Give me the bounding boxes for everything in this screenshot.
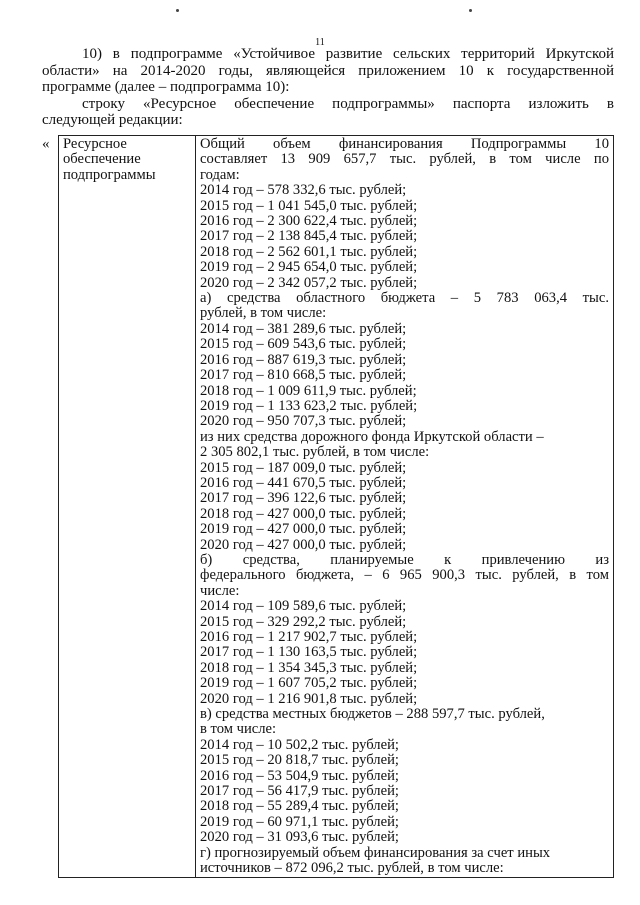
table-row xyxy=(59,136,614,878)
funding-line: б) средства, планируемые к привлечению из xyxy=(200,551,609,568)
resource-provision-table xyxy=(58,135,614,878)
funding-line: 2016 год – 1 217 902,7 тыс. рублей; xyxy=(200,629,418,645)
intro-line-5: следующей редакции: xyxy=(42,112,183,128)
row-label-line: Ресурсное xyxy=(63,136,127,152)
funding-line: в) средства местных бюджетов – 288 597,7 тыс. рублей, xyxy=(200,706,545,723)
intro-line-1: 10) в подпрограмме «Устойчивое развитие сельских территорий Иркутской xyxy=(82,46,614,62)
opening-quote-mark: « xyxy=(42,136,50,152)
funding-line: 2015 год – 609 543,6 тыс. рублей; xyxy=(200,336,407,353)
funding-line: 2015 год – 329 292,2 тыс. рублей; xyxy=(200,613,407,630)
funding-line: 2019 год – 2 945 654,0 тыс. рублей; xyxy=(200,259,418,276)
funding-line: 2020 год – 950 707,3 тыс. рублей; xyxy=(200,413,407,430)
funding-line: 2018 год – 55 289,4 тыс. рублей; xyxy=(200,798,399,815)
funding-line: 2020 год – 31 093,6 тыс. рублей; xyxy=(200,829,399,846)
funding-line: 2015 год – 187 009,0 тыс. рублей; xyxy=(200,459,407,476)
row-label-cell xyxy=(59,136,196,878)
funding-line: 2016 год – 887 619,3 тыс. рублей; xyxy=(200,351,407,368)
funding-line: 2019 год – 60 971,1 тыс. рублей; xyxy=(200,813,399,830)
funding-line: источников – 872 096,2 тыс. рублей, в том числе: xyxy=(200,860,504,877)
funding-line: 2014 год – 10 502,2 тыс. рублей; xyxy=(200,736,399,753)
funding-line: Общий объем финансирования Подпрограммы 10 xyxy=(200,136,609,152)
scan-speck-left xyxy=(176,9,179,12)
funding-line: 2016 год – 2 300 622,4 тыс. рублей; xyxy=(200,213,418,230)
funding-line: 2017 год – 56 417,9 тыс. рублей; xyxy=(200,783,399,800)
funding-line: годам: xyxy=(200,166,240,183)
row-content-cell xyxy=(196,136,614,878)
funding-line: числе: xyxy=(200,582,240,599)
funding-line: 2018 год – 427 000,0 тыс. рублей; xyxy=(200,505,407,522)
funding-line: из них средства дорожного фонда Иркутской области – xyxy=(200,428,544,445)
funding-line: 2016 год – 441 670,5 тыс. рублей; xyxy=(200,474,407,491)
funding-line: 2019 год – 1 607 705,2 тыс. рублей; xyxy=(200,675,418,692)
funding-line: а) средства областного бюджета – 5 783 063,4 тыс. xyxy=(200,290,609,307)
funding-line: 2017 год – 396 122,6 тыс. рублей; xyxy=(200,490,407,507)
funding-line: в том числе: xyxy=(200,721,277,738)
funding-line: 2018 год – 2 562 601,1 тыс. рублей; xyxy=(200,243,418,260)
funding-line: 2014 год – 381 289,6 тыс. рублей; xyxy=(200,320,407,337)
funding-line: г) прогнозируемый объем финансирования за счет иных xyxy=(200,844,551,861)
funding-line: 2020 год – 2 342 057,2 тыс. рублей; xyxy=(200,274,418,291)
row-label-line: обеспечение xyxy=(63,151,141,168)
scan-speck-right xyxy=(469,9,472,12)
intro-line-4: строку «Ресурсное обеспечение подпрограммы» паспорта изложить в xyxy=(82,95,614,112)
funding-line: 2015 год – 1 041 545,0 тыс. рублей; xyxy=(200,197,418,214)
intro-line-3: программе (далее – подпрограмма 10): xyxy=(42,79,290,95)
funding-line: 2017 год – 1 130 163,5 тыс. рублей; xyxy=(200,644,418,661)
funding-line: 2 305 802,1 тыс. рублей, в том числе: xyxy=(200,444,430,461)
funding-line: 2018 год – 1 009 611,9 тыс. рублей; xyxy=(200,382,417,399)
funding-line: составляет 13 909 657,7 тыс. рублей, в том числе по xyxy=(200,151,609,168)
funding-line: рублей, в том числе: xyxy=(200,305,327,322)
funding-line: 2020 год – 427 000,0 тыс. рублей; xyxy=(200,536,407,553)
funding-line: 2016 год – 53 504,9 тыс. рублей; xyxy=(200,767,399,784)
intro-line-2: области» на 2014-2020 годы, являющейся приложением 10 к государственной xyxy=(42,62,614,79)
funding-line: 2017 год – 810 668,5 тыс. рублей; xyxy=(200,367,407,384)
row-label-line: подпрограммы xyxy=(63,166,156,183)
funding-line: 2019 год – 427 000,0 тыс. рублей; xyxy=(200,521,407,538)
page-number: 11 xyxy=(315,37,325,48)
funding-line: 2014 год – 578 332,6 тыс. рублей; xyxy=(200,182,407,199)
intro-paragraph xyxy=(42,46,614,129)
funding-line: 2019 год – 1 133 623,2 тыс. рублей; xyxy=(200,397,418,414)
funding-line: 2018 год – 1 354 345,3 тыс. рублей; xyxy=(200,659,418,676)
funding-line: 2020 год – 1 216 901,8 тыс. рублей; xyxy=(200,690,418,707)
funding-line: 2017 год – 2 138 845,4 тыс. рублей; xyxy=(200,228,418,245)
funding-line: 2015 год – 20 818,7 тыс. рублей; xyxy=(200,752,399,769)
funding-line: 2014 год – 109 589,6 тыс. рублей; xyxy=(200,598,407,615)
funding-line: федерального бюджета, – 6 965 900,3 тыс. рублей, в том xyxy=(200,567,609,584)
